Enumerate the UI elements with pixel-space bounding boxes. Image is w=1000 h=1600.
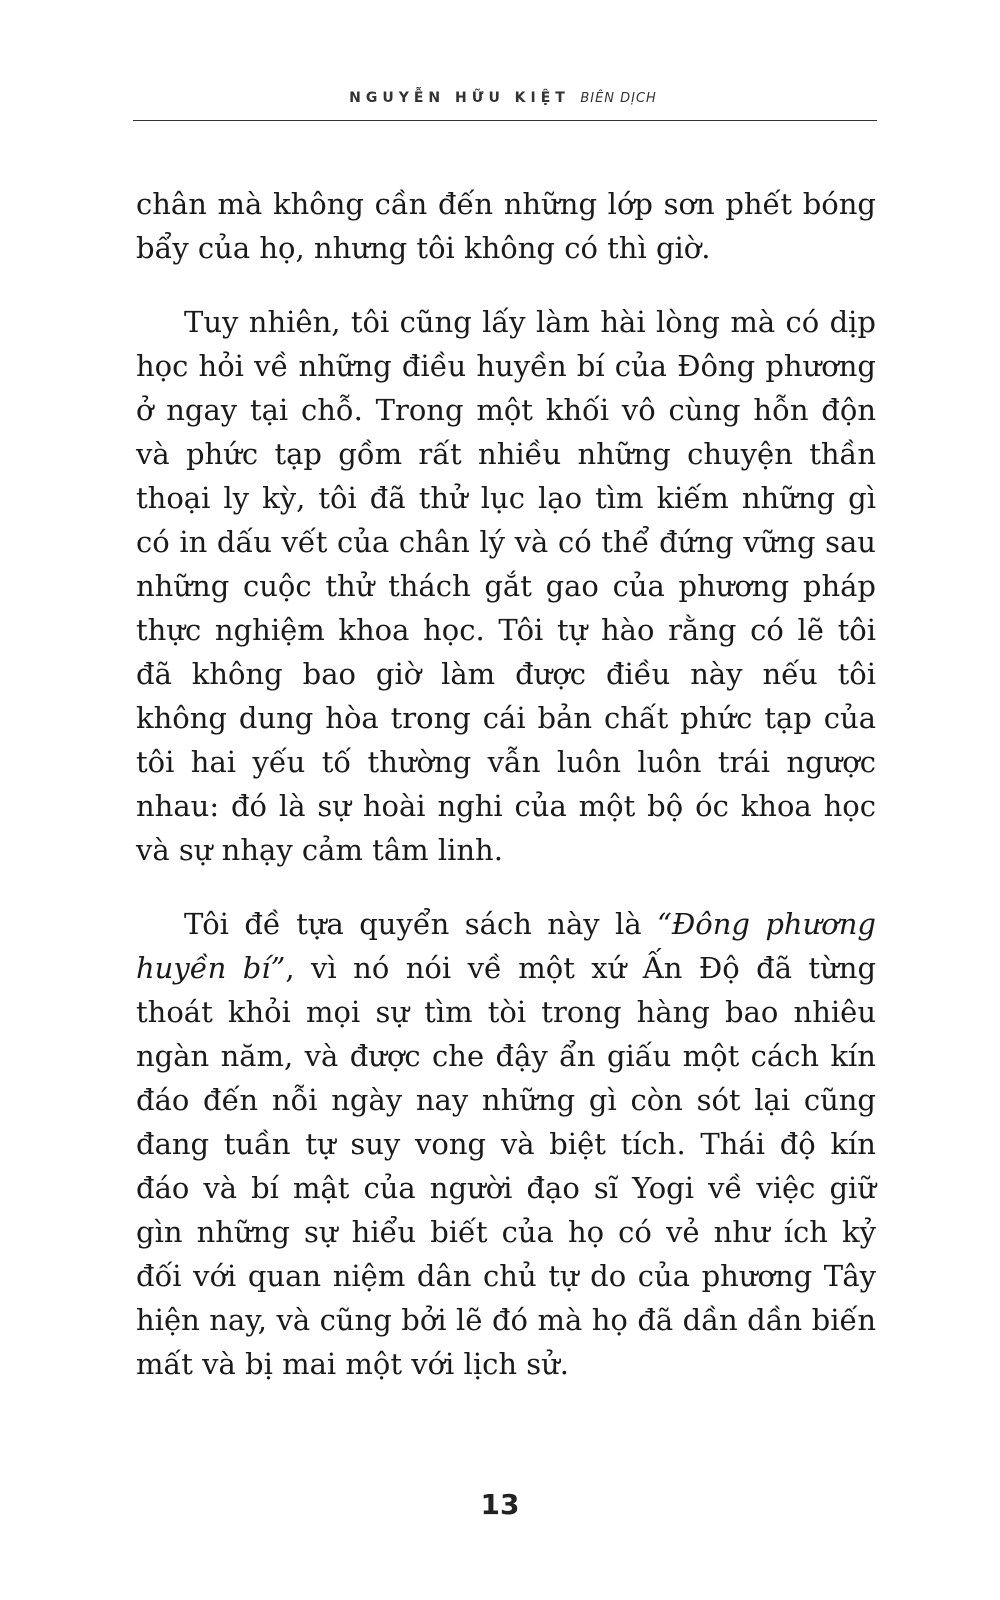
- paragraph-3: [136, 902, 876, 1386]
- running-head-role: BIÊN DỊCH: [580, 91, 657, 106]
- paragraph-3-rest: , vì nó nói về một xứ Ấn Độ đã từng thoát khỏi mọi sự tìm tòi trong hàng bao nhiêu ngàn năm, và được che đậy ẩn giấu một cách kín đáo đến nỗi ngày nay những gì còn sót lại cũng đang tuần tự suy vong và biệt tích. Thái độ kín đáo và bí mật của người đạo sĩ Yogi về việc giữ gìn những sự hiểu biết của họ có vẻ như ích kỷ đối với quan niệm dân chủ tự do của phương Tây hiện nay, và cũng bởi lẽ đó mà họ đã dần dần biến mất và bị mai một với lịch sử.: [136, 951, 877, 1381]
- page-body: [136, 182, 876, 1416]
- paragraph-1: chân mà không cần đến những lớp sơn phết bóng bẩy của họ, nhưng tôi không có thì giờ.: [136, 187, 876, 265]
- page-number: 13: [480, 1488, 520, 1521]
- paragraph-2: Tuy nhiên, tôi cũng lấy làm hài lòng mà có dịp học hỏi về những điều huyền bí của Đông phương ở ngay tại chỗ. Trong một khối vô cùng hỗn độn và phức tạp gồm rất nhiều những chuyện thần thoại ly kỳ, tôi đã thử lục lạo tìm kiếm những gì có in dấu vết của chân lý và có thể đứng vững sau những cuộc thử thách gắt gao của phương pháp thực nghiệm khoa học. Tôi tự hào rằng có lẽ tôi đã không bao giờ làm được điều này nếu tôi không dung hòa trong cái bản chất phức tạp của tôi hai yếu tố thường vẫn luôn luôn trái ngược nhau: đó là sự hoài nghi của một bộ óc khoa học và sự nhạy cảm tâm linh.: [136, 305, 876, 867]
- book-title: “Đông phương huyền bí”: [136, 907, 876, 985]
- running-head: [133, 90, 873, 120]
- header-rule: [133, 120, 877, 121]
- running-head-author: NGUYỄN HỮU KIỆT: [349, 90, 570, 106]
- paragraph-3-lead: Tôi đề tựa quyển sách này là: [184, 907, 658, 941]
